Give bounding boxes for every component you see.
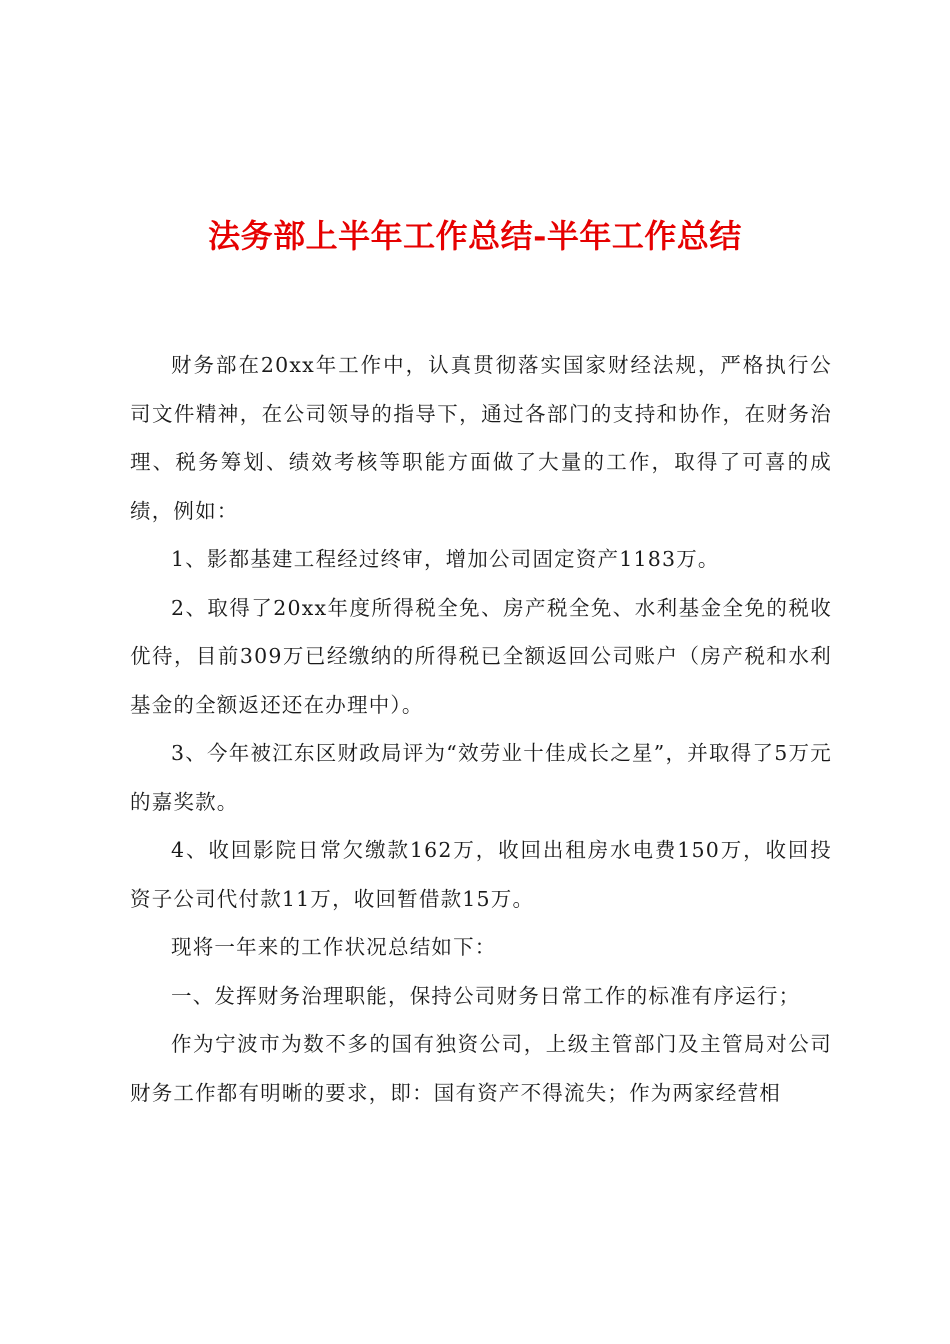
paragraph-item-2: 2、取得了20xx年度所得税全免、房产税全免、水利基金全免的税收优待，目前309万已经缴纳的所得税已全额返回公司账户（房产税和水利基金的全额返还还在办理中）。 (130, 595, 832, 717)
paragraph-item-4: 4、收回影院日常欠缴款162万，收回出租房水电费150万，收回投资子公司代付款11万，收回暂借款15万。 (130, 838, 832, 911)
paragraph-item-3: 3、今年被江东区财政局评为“效劳业十佳成长之星”，并取得了5万元的嘉奖款。 (130, 741, 832, 814)
paragraph-intro: 财务部在20xx年工作中，认真贯彻落实国家财经法规，严格执行公司文件精神，在公司领导的指导下，通过各部门的支持和协作，在财务治理、税务筹划、绩效考核等职能方面做了大量的工作，取得了可喜的成绩，例如： (130, 353, 832, 523)
paragraph-summary-intro: 现将一年来的工作状况总结如下： (171, 935, 497, 959)
section-heading-1: 一、发挥财务治理职能，保持公司财务日常工作的标准有序运行； (171, 983, 801, 1008)
document-title: 法务部上半年工作总结-半年工作总结 (208, 217, 742, 255)
document-body (130, 341, 832, 1117)
paragraph-section-1: 作为宁波市为数不多的国有独资公司，上级主管部门及主管局对公司财务工作都有明晰的要求，即：国有资产不得流失；作为两家经营相 (130, 1032, 832, 1105)
paragraph-item-1: 1、影都基建工程经过终审，增加公司固定资产1183万。 (171, 547, 720, 571)
